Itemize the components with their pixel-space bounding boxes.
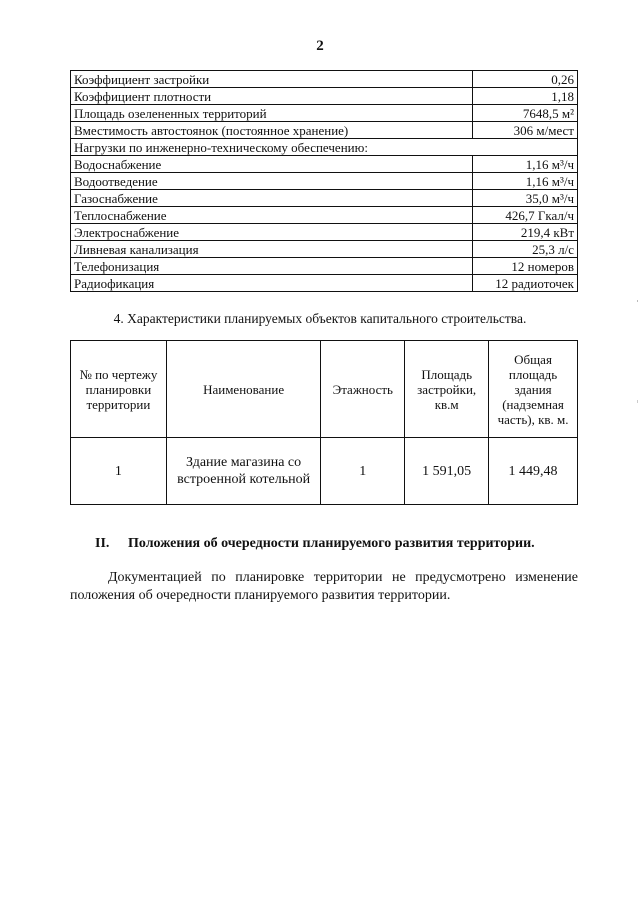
- column-header-drawing-number: № по чертежу планировки территории: [71, 341, 167, 438]
- param-label: Водоотведение: [71, 173, 473, 190]
- cell-drawing-number: 1: [71, 438, 167, 505]
- cell-floors: 1: [321, 438, 405, 505]
- param-value: 0,26: [473, 71, 578, 88]
- param-value: 1,18: [473, 88, 578, 105]
- param-value: 1,16 м³/ч: [473, 156, 578, 173]
- column-header-total-area: Общая площадь здания (надземная часть), кв. м.: [489, 341, 578, 438]
- column-header-floors: Этажность: [321, 341, 405, 438]
- table-header-row: [71, 341, 578, 438]
- section-2-heading: [95, 536, 595, 552]
- param-label: Коэффициент плотности: [71, 88, 473, 105]
- section-2-paragraph: Документацией по планировке территории не предусмотрено изменение положения об очередности планируемого развития территории.: [70, 570, 578, 603]
- cell-building-area: 1 591,05: [405, 438, 489, 505]
- param-label: Вместимость автостоянок (постоянное хранение): [71, 122, 473, 139]
- table-row: [71, 190, 578, 207]
- param-label: Ливневая канализация: [71, 241, 473, 258]
- objects-table: [70, 340, 578, 505]
- param-label: Радиофикация: [71, 275, 473, 292]
- param-label: Площадь озелененных территорий: [71, 105, 473, 122]
- table-row: [71, 122, 578, 139]
- param-label: Электроснабжение: [71, 224, 473, 241]
- page-number: 2: [316, 38, 324, 54]
- scan-edge-artifact: [637, 0, 638, 905]
- param-value: 1,16 м³/ч: [473, 173, 578, 190]
- param-label: Газоснабжение: [71, 190, 473, 207]
- table-row: [71, 207, 578, 224]
- table-row: [71, 438, 578, 505]
- table-row: [71, 88, 578, 105]
- table-row: [71, 241, 578, 258]
- param-value: 25,3 л/с: [473, 241, 578, 258]
- column-header-building-area: Площадь застройки, кв.м: [405, 341, 489, 438]
- column-header-name: Наименование: [166, 341, 321, 438]
- section-2-title: Положения об очередности планируемого развития территории.: [128, 536, 535, 551]
- param-group-heading: Нагрузки по инженерно-техническому обеспечению:: [71, 139, 578, 156]
- cell-total-area: 1 449,48: [489, 438, 578, 505]
- param-value: 306 м/мест: [473, 122, 578, 139]
- parameters-table: [70, 70, 578, 292]
- table-row: [71, 105, 578, 122]
- param-value: 426,7 Гкал/ч: [473, 207, 578, 224]
- param-value: 7648,5 м²: [473, 105, 578, 122]
- param-label: Водоснабжение: [71, 156, 473, 173]
- param-value: 219,4 кВт: [473, 224, 578, 241]
- table-row: [71, 139, 578, 156]
- param-label: Телефонизация: [71, 258, 473, 275]
- table-row: [71, 173, 578, 190]
- table-row: [71, 224, 578, 241]
- table-row: [71, 71, 578, 88]
- table-row: [71, 258, 578, 275]
- cell-name: Здание магазина со встроенной котельной: [166, 438, 321, 505]
- table-row: [71, 156, 578, 173]
- param-label: Коэффициент застройки: [71, 71, 473, 88]
- param-value: 35,0 м³/ч: [473, 190, 578, 207]
- param-label: Теплоснабжение: [71, 207, 473, 224]
- param-value: 12 радиоточек: [473, 275, 578, 292]
- param-value: 12 номеров: [473, 258, 578, 275]
- table-row: [71, 275, 578, 292]
- section-2-number: II.: [95, 536, 110, 551]
- section-4-caption: 4. Характеристики планируемых объектов капитального строительства.: [113, 311, 527, 326]
